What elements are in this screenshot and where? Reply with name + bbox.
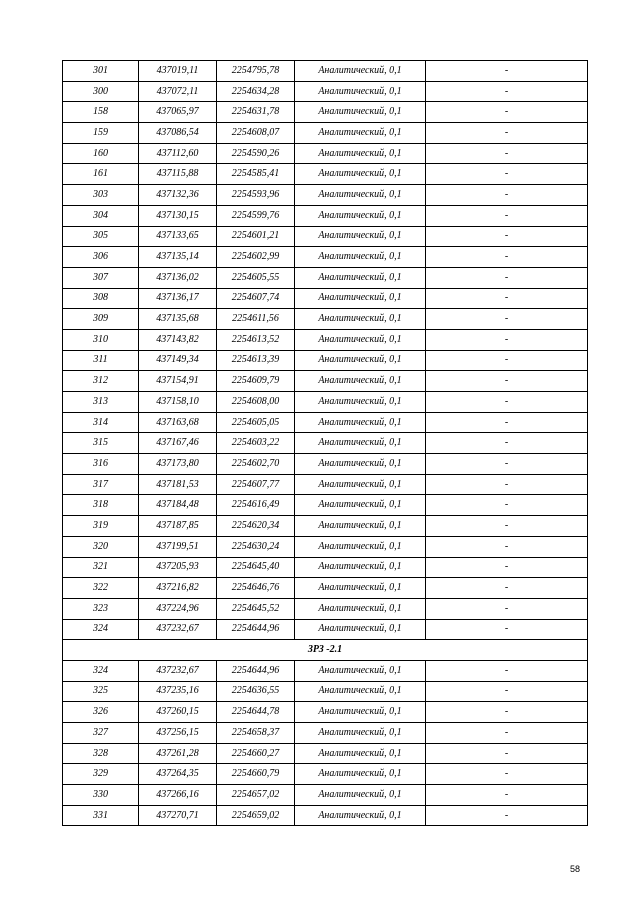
y-coordinate-cell: 2254644,78 [217,702,295,723]
point-number-cell: 324 [63,660,139,681]
table-row [63,723,588,744]
table-row [63,785,588,806]
table-row [63,578,588,599]
y-coordinate-cell: 2254609,79 [217,371,295,392]
point-number-cell: 312 [63,371,139,392]
y-coordinate-cell: 2254608,07 [217,123,295,144]
y-coordinate-cell: 2254585,41 [217,164,295,185]
point-number-cell: 317 [63,474,139,495]
table-row [63,536,588,557]
table-row [63,743,588,764]
method-cell: Аналитический, 0,1 [295,123,426,144]
x-coordinate-cell: 437115,88 [139,164,217,185]
method-cell: Аналитический, 0,1 [295,309,426,330]
method-cell: Аналитический, 0,1 [295,495,426,516]
y-coordinate-cell: 2254616,49 [217,495,295,516]
description-cell: - [426,309,588,330]
x-coordinate-cell: 437130,15 [139,205,217,226]
description-cell: - [426,454,588,475]
table-row [63,309,588,330]
y-coordinate-cell: 2254607,77 [217,474,295,495]
y-coordinate-cell: 2254602,70 [217,454,295,475]
x-coordinate-cell: 437224,96 [139,598,217,619]
table-row [63,516,588,537]
description-cell: - [426,392,588,413]
point-number-cell: 300 [63,81,139,102]
table-row [63,288,588,309]
point-number-cell: 311 [63,350,139,371]
y-coordinate-cell: 2254660,27 [217,743,295,764]
x-coordinate-cell: 437136,17 [139,288,217,309]
description-cell: - [426,723,588,744]
x-coordinate-cell: 437266,16 [139,785,217,806]
y-coordinate-cell: 2254613,39 [217,350,295,371]
point-number-cell: 316 [63,454,139,475]
description-cell: - [426,102,588,123]
method-cell: Аналитический, 0,1 [295,557,426,578]
x-coordinate-cell: 437184,48 [139,495,217,516]
x-coordinate-cell: 437149,34 [139,350,217,371]
table-row [63,164,588,185]
table-row [63,557,588,578]
y-coordinate-cell: 2254658,37 [217,723,295,744]
y-coordinate-cell: 2254607,74 [217,288,295,309]
point-number-cell: 313 [63,392,139,413]
point-number-cell: 160 [63,143,139,164]
x-coordinate-cell: 437158,10 [139,392,217,413]
description-cell: - [426,412,588,433]
y-coordinate-cell: 2254590,26 [217,143,295,164]
point-number-cell: 304 [63,205,139,226]
x-coordinate-cell: 437019,11 [139,61,217,82]
description-cell: - [426,267,588,288]
table-row [63,412,588,433]
description-cell: - [426,164,588,185]
description-cell: - [426,536,588,557]
description-cell: - [426,660,588,681]
point-number-cell: 306 [63,247,139,268]
description-cell: - [426,226,588,247]
x-coordinate-cell: 437086,54 [139,123,217,144]
y-coordinate-cell: 2254611,56 [217,309,295,330]
point-number-cell: 301 [63,61,139,82]
method-cell: Аналитический, 0,1 [295,516,426,537]
method-cell: Аналитический, 0,1 [295,371,426,392]
x-coordinate-cell: 437163,68 [139,412,217,433]
table-row [63,805,588,826]
y-coordinate-cell: 2254605,05 [217,412,295,433]
x-coordinate-cell: 437065,97 [139,102,217,123]
page-number: 58 [569,864,580,874]
section-title: ЗРЗ -2.1 [63,640,588,661]
y-coordinate-cell: 2254660,79 [217,764,295,785]
description-cell: - [426,350,588,371]
x-coordinate-cell: 437199,51 [139,536,217,557]
description-cell: - [426,557,588,578]
y-coordinate-cell: 2254630,24 [217,536,295,557]
x-coordinate-cell: 437143,82 [139,329,217,350]
y-coordinate-cell: 2254602,99 [217,247,295,268]
method-cell: Аналитический, 0,1 [295,185,426,206]
point-number-cell: 309 [63,309,139,330]
y-coordinate-cell: 2254601,21 [217,226,295,247]
table-row [63,143,588,164]
description-cell: - [426,516,588,537]
table-row [63,660,588,681]
method-cell: Аналитический, 0,1 [295,267,426,288]
description-cell: - [426,143,588,164]
method-cell: Аналитический, 0,1 [295,81,426,102]
y-coordinate-cell: 2254634,28 [217,81,295,102]
table-row [63,247,588,268]
table-row [63,226,588,247]
y-coordinate-cell: 2254599,76 [217,205,295,226]
description-cell: - [426,619,588,640]
x-coordinate-cell: 437132,36 [139,185,217,206]
method-cell: Аналитический, 0,1 [295,681,426,702]
y-coordinate-cell: 2254613,52 [217,329,295,350]
table-row [63,350,588,371]
method-cell: Аналитический, 0,1 [295,660,426,681]
method-cell: Аналитический, 0,1 [295,392,426,413]
point-number-cell: 329 [63,764,139,785]
point-number-cell: 310 [63,329,139,350]
x-coordinate-cell: 437232,67 [139,660,217,681]
point-number-cell: 161 [63,164,139,185]
method-cell: Аналитический, 0,1 [295,433,426,454]
method-cell: Аналитический, 0,1 [295,412,426,433]
x-coordinate-cell: 437133,65 [139,226,217,247]
method-cell: Аналитический, 0,1 [295,723,426,744]
x-coordinate-cell: 437187,85 [139,516,217,537]
section-header-row [63,640,588,661]
y-coordinate-cell: 2254645,52 [217,598,295,619]
y-coordinate-cell: 2254605,55 [217,267,295,288]
point-number-cell: 315 [63,433,139,454]
description-cell: - [426,681,588,702]
x-coordinate-cell: 437173,80 [139,454,217,475]
description-cell: - [426,702,588,723]
point-number-cell: 325 [63,681,139,702]
coordinates-table-body [63,61,588,826]
method-cell: Аналитический, 0,1 [295,143,426,164]
method-cell: Аналитический, 0,1 [295,619,426,640]
y-coordinate-cell: 2254631,78 [217,102,295,123]
y-coordinate-cell: 2254659,02 [217,805,295,826]
table-row [63,61,588,82]
table-row [63,495,588,516]
description-cell: - [426,371,588,392]
point-number-cell: 322 [63,578,139,599]
table-row [63,598,588,619]
point-number-cell: 328 [63,743,139,764]
point-number-cell: 159 [63,123,139,144]
x-coordinate-cell: 437154,91 [139,371,217,392]
method-cell: Аналитический, 0,1 [295,454,426,475]
x-coordinate-cell: 437135,14 [139,247,217,268]
coordinates-table [62,60,588,826]
x-coordinate-cell: 437264,35 [139,764,217,785]
method-cell: Аналитический, 0,1 [295,598,426,619]
x-coordinate-cell: 437260,15 [139,702,217,723]
method-cell: Аналитический, 0,1 [295,102,426,123]
point-number-cell: 314 [63,412,139,433]
x-coordinate-cell: 437136,02 [139,267,217,288]
method-cell: Аналитический, 0,1 [295,205,426,226]
description-cell: - [426,247,588,268]
method-cell: Аналитический, 0,1 [295,578,426,599]
method-cell: Аналитический, 0,1 [295,474,426,495]
x-coordinate-cell: 437135,68 [139,309,217,330]
x-coordinate-cell: 437261,28 [139,743,217,764]
method-cell: Аналитический, 0,1 [295,805,426,826]
y-coordinate-cell: 2254636,55 [217,681,295,702]
method-cell: Аналитический, 0,1 [295,226,426,247]
method-cell: Аналитический, 0,1 [295,247,426,268]
point-number-cell: 323 [63,598,139,619]
y-coordinate-cell: 2254593,96 [217,185,295,206]
table-row [63,392,588,413]
point-number-cell: 327 [63,723,139,744]
description-cell: - [426,61,588,82]
point-number-cell: 321 [63,557,139,578]
description-cell: - [426,185,588,206]
method-cell: Аналитический, 0,1 [295,536,426,557]
y-coordinate-cell: 2254608,00 [217,392,295,413]
point-number-cell: 319 [63,516,139,537]
table-row [63,267,588,288]
point-number-cell: 326 [63,702,139,723]
point-number-cell: 330 [63,785,139,806]
description-cell: - [426,743,588,764]
method-cell: Аналитический, 0,1 [295,764,426,785]
table-row [63,371,588,392]
x-coordinate-cell: 437205,93 [139,557,217,578]
description-cell: - [426,598,588,619]
point-number-cell: 307 [63,267,139,288]
table-row [63,474,588,495]
table-row [63,681,588,702]
table-row [63,702,588,723]
method-cell: Аналитический, 0,1 [295,61,426,82]
y-coordinate-cell: 2254645,40 [217,557,295,578]
y-coordinate-cell: 2254795,78 [217,61,295,82]
description-cell: - [426,433,588,454]
description-cell: - [426,785,588,806]
description-cell: - [426,329,588,350]
method-cell: Аналитический, 0,1 [295,785,426,806]
y-coordinate-cell: 2254646,76 [217,578,295,599]
point-number-cell: 318 [63,495,139,516]
table-row [63,454,588,475]
description-cell: - [426,123,588,144]
table-row [63,329,588,350]
method-cell: Аналитический, 0,1 [295,329,426,350]
y-coordinate-cell: 2254603,22 [217,433,295,454]
description-cell: - [426,288,588,309]
y-coordinate-cell: 2254644,96 [217,619,295,640]
description-cell: - [426,81,588,102]
description-cell: - [426,205,588,226]
table-row [63,205,588,226]
point-number-cell: 303 [63,185,139,206]
method-cell: Аналитический, 0,1 [295,743,426,764]
point-number-cell: 324 [63,619,139,640]
description-cell: - [426,578,588,599]
x-coordinate-cell: 437235,16 [139,681,217,702]
point-number-cell: 331 [63,805,139,826]
x-coordinate-cell: 437112,60 [139,143,217,164]
y-coordinate-cell: 2254644,96 [217,660,295,681]
description-cell: - [426,474,588,495]
y-coordinate-cell: 2254657,02 [217,785,295,806]
table-row [63,619,588,640]
point-number-cell: 305 [63,226,139,247]
table-row [63,764,588,785]
description-cell: - [426,495,588,516]
x-coordinate-cell: 437167,46 [139,433,217,454]
x-coordinate-cell: 437256,15 [139,723,217,744]
x-coordinate-cell: 437181,53 [139,474,217,495]
point-number-cell: 320 [63,536,139,557]
description-cell: - [426,805,588,826]
table-row [63,81,588,102]
y-coordinate-cell: 2254620,34 [217,516,295,537]
x-coordinate-cell: 437270,71 [139,805,217,826]
point-number-cell: 158 [63,102,139,123]
table-row [63,102,588,123]
method-cell: Аналитический, 0,1 [295,702,426,723]
x-coordinate-cell: 437232,67 [139,619,217,640]
x-coordinate-cell: 437072,11 [139,81,217,102]
method-cell: Аналитический, 0,1 [295,164,426,185]
point-number-cell: 308 [63,288,139,309]
table-row [63,185,588,206]
method-cell: Аналитический, 0,1 [295,288,426,309]
x-coordinate-cell: 437216,82 [139,578,217,599]
table-row [63,123,588,144]
table-row [63,433,588,454]
method-cell: Аналитический, 0,1 [295,350,426,371]
description-cell: - [426,764,588,785]
